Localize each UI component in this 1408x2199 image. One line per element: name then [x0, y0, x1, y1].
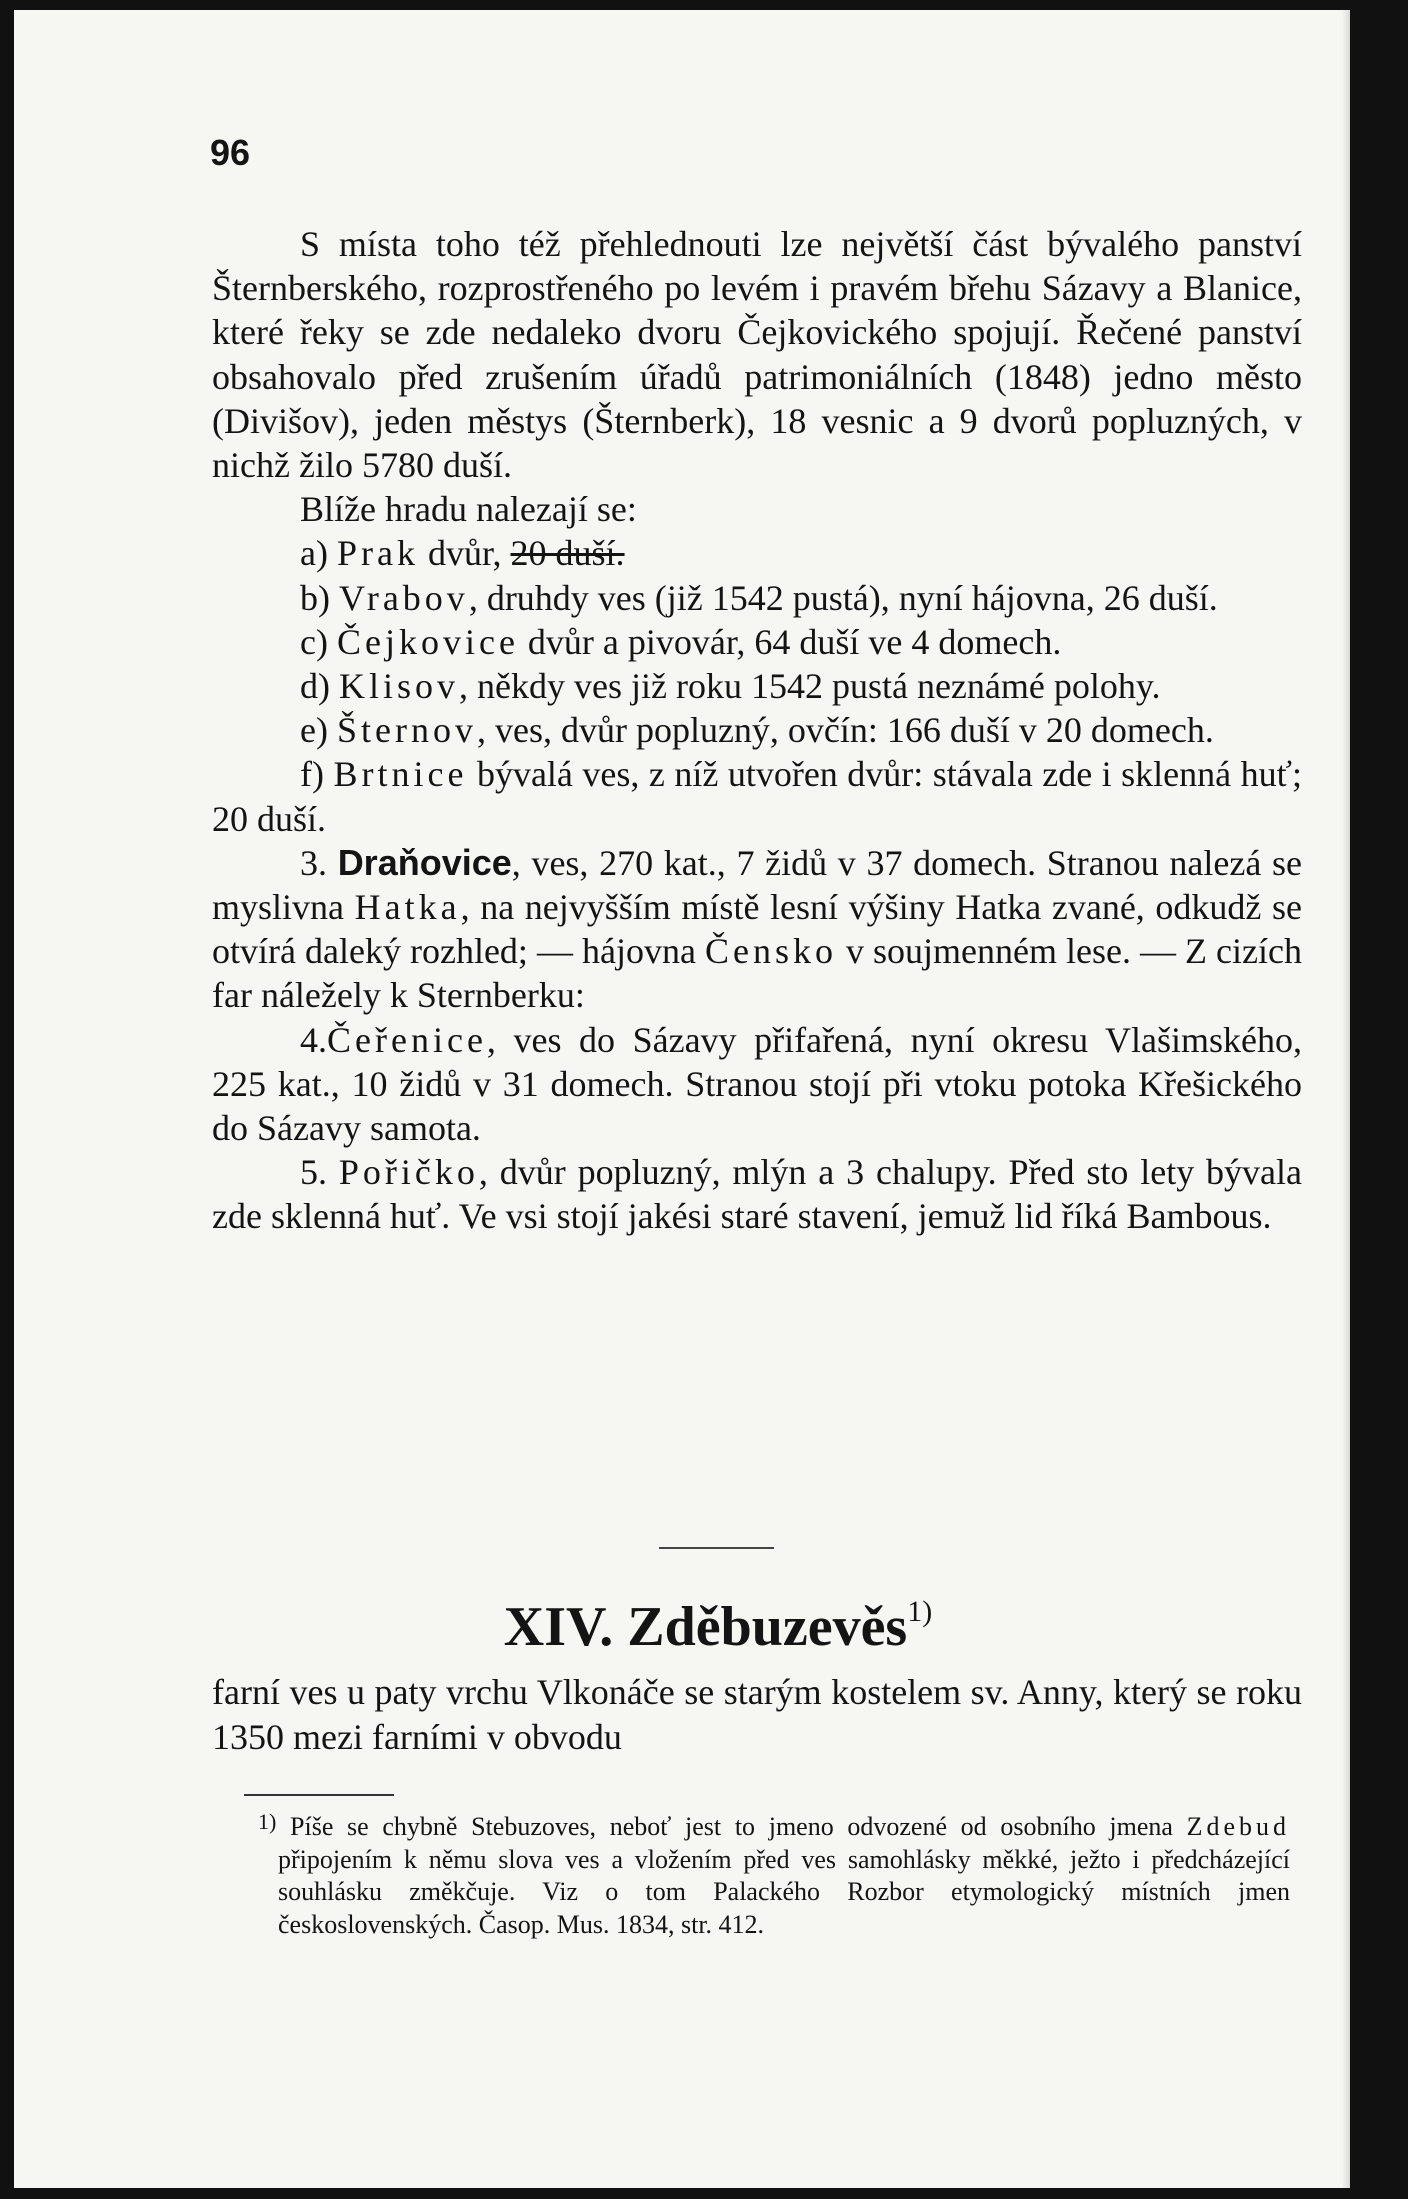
entry-number: 4. [300, 1019, 327, 1060]
footnote-reference: 1) [907, 1595, 933, 1628]
list-item-a [212, 531, 1302, 575]
item-text: , ves, dvůr popluzný, ovčín: 166 duší v 20 domech. [476, 710, 1214, 751]
list-item-c [212, 620, 1302, 664]
item-label: e) [300, 710, 328, 751]
list-item-e [212, 708, 1302, 752]
place-name: Čensko [704, 931, 837, 972]
entry-text: , na nejvyšším místě lesní výšiny Hatka zvané, odkudž se otvírá daleký rozhled; — hájovna [212, 887, 1303, 972]
item-label: b) [300, 577, 330, 618]
footnote-rule [244, 1794, 394, 1796]
entry-4 [212, 1018, 1302, 1151]
entry-text: v soujmenném lese. — Z cizích far náležely k Sternberku: [212, 931, 1302, 1016]
section-divider [659, 1547, 774, 1549]
item-text: , někdy ves již roku 1542 pustá neznámé polohy. [459, 666, 1161, 707]
footnote-text: připojením k němu slova ves a vložením před ves samohlásky měkké, ježto i předcházející souhlásku změkčuje. Viz o tom Palackého Rozbor etymologický místních jmen československých. Časop. Mus. 1834, str. 412. [278, 1844, 1290, 1939]
footnote-text: Píše se chybně Stebuzoves, neboť jest to jmeno odvozené od osobního jmena [290, 1812, 1187, 1841]
place-name: Pořičko [338, 1152, 479, 1193]
item-text: , druhdy ves (již 1542 pustá), nyní hájovna, 26 duší. [468, 577, 1218, 618]
item-text: dvůr, [418, 533, 511, 574]
footnote-name: Zdebud [1186, 1812, 1290, 1841]
entry-text: , ves do Sázavy přifařená, nyní okresu Vlašimského, 225 kat., 10 židů v 31 domech. Stranou stojí při vtoku potoka Křešického do Sázavy samota. [212, 1019, 1302, 1149]
chapter-title: XIV. Zděbuzevěs [503, 1596, 908, 1658]
item-label: a) [300, 533, 328, 574]
chapter-heading [14, 1595, 1350, 1659]
chapter-paragraph: farní ves u paty vrchu Vlkonáče se starým kostelem sv. Anny, který se roku 1350 mezi farními v obvodu [212, 1672, 1302, 1757]
item-text: bývalá ves, z níž utvořen dvůr: stávala zde i sklenná huť; 20 duší. [212, 754, 1303, 839]
place-name: Čeřenice [327, 1019, 487, 1060]
footnote-mark: 1) [258, 1809, 277, 1834]
entry-text: , dvůr popluzný, mlýn a 3 chalupy. Před sto lety bývala zde sklenná huť. Ve vsi stojí jakési staré stavení, jemuž lid říká Bambous. [212, 1152, 1303, 1237]
item-label: f) [300, 754, 324, 795]
list-item-f [212, 752, 1302, 840]
page-sheet [14, 10, 1350, 2188]
entry-text: , ves, 270 kat., 7 židů v 37 domech. Stranou nalezá se myslivna [212, 842, 1303, 928]
entry-5 [212, 1150, 1302, 1238]
place-name: Vrabov [339, 577, 469, 618]
place-name: Šternov [336, 710, 477, 751]
place-name: Čejkovice [336, 621, 519, 662]
place-name: Brtnice [333, 754, 468, 795]
entry-3 [212, 841, 1302, 1018]
item-label: c) [300, 621, 328, 662]
place-name: Draňovice [337, 841, 512, 883]
near-castle-heading: Blíže hradu nalezají se: [300, 489, 637, 530]
main-text [212, 222, 1302, 1239]
entry-number: 3. [300, 842, 327, 883]
entry-number: 5. [300, 1152, 327, 1193]
chapter-text [212, 1670, 1302, 1760]
place-name: Prak [336, 533, 419, 574]
struck-text: 20 duší. [510, 533, 625, 574]
item-label: d) [300, 666, 330, 707]
list-item-d [212, 664, 1302, 708]
footnote [258, 1806, 1290, 1941]
item-text: dvůr a pivovár, 64 duší ve 4 domech. [518, 621, 1062, 662]
intro-paragraph: S místa toho též přehlednouti lze největší část bývalého panství Šternberského, rozprostřeného po levém i pravém břehu Sázavy a Blanice, které řeky se zde nedaleko dvoru Čejkovického spojují. Řečené panství obsahovalo před zrušením úřadů patrimoniálních (1848) jedno město (Divišov), jeden městys (Šternberk), 18 vesnic a 9 dvorů popluzných, v nichž žilo 5780 duší. [212, 224, 1302, 486]
place-name: Hatka [354, 887, 461, 928]
page-number: 96 [210, 132, 251, 173]
place-name: Klisov [339, 666, 460, 707]
list-item-b [212, 576, 1302, 620]
